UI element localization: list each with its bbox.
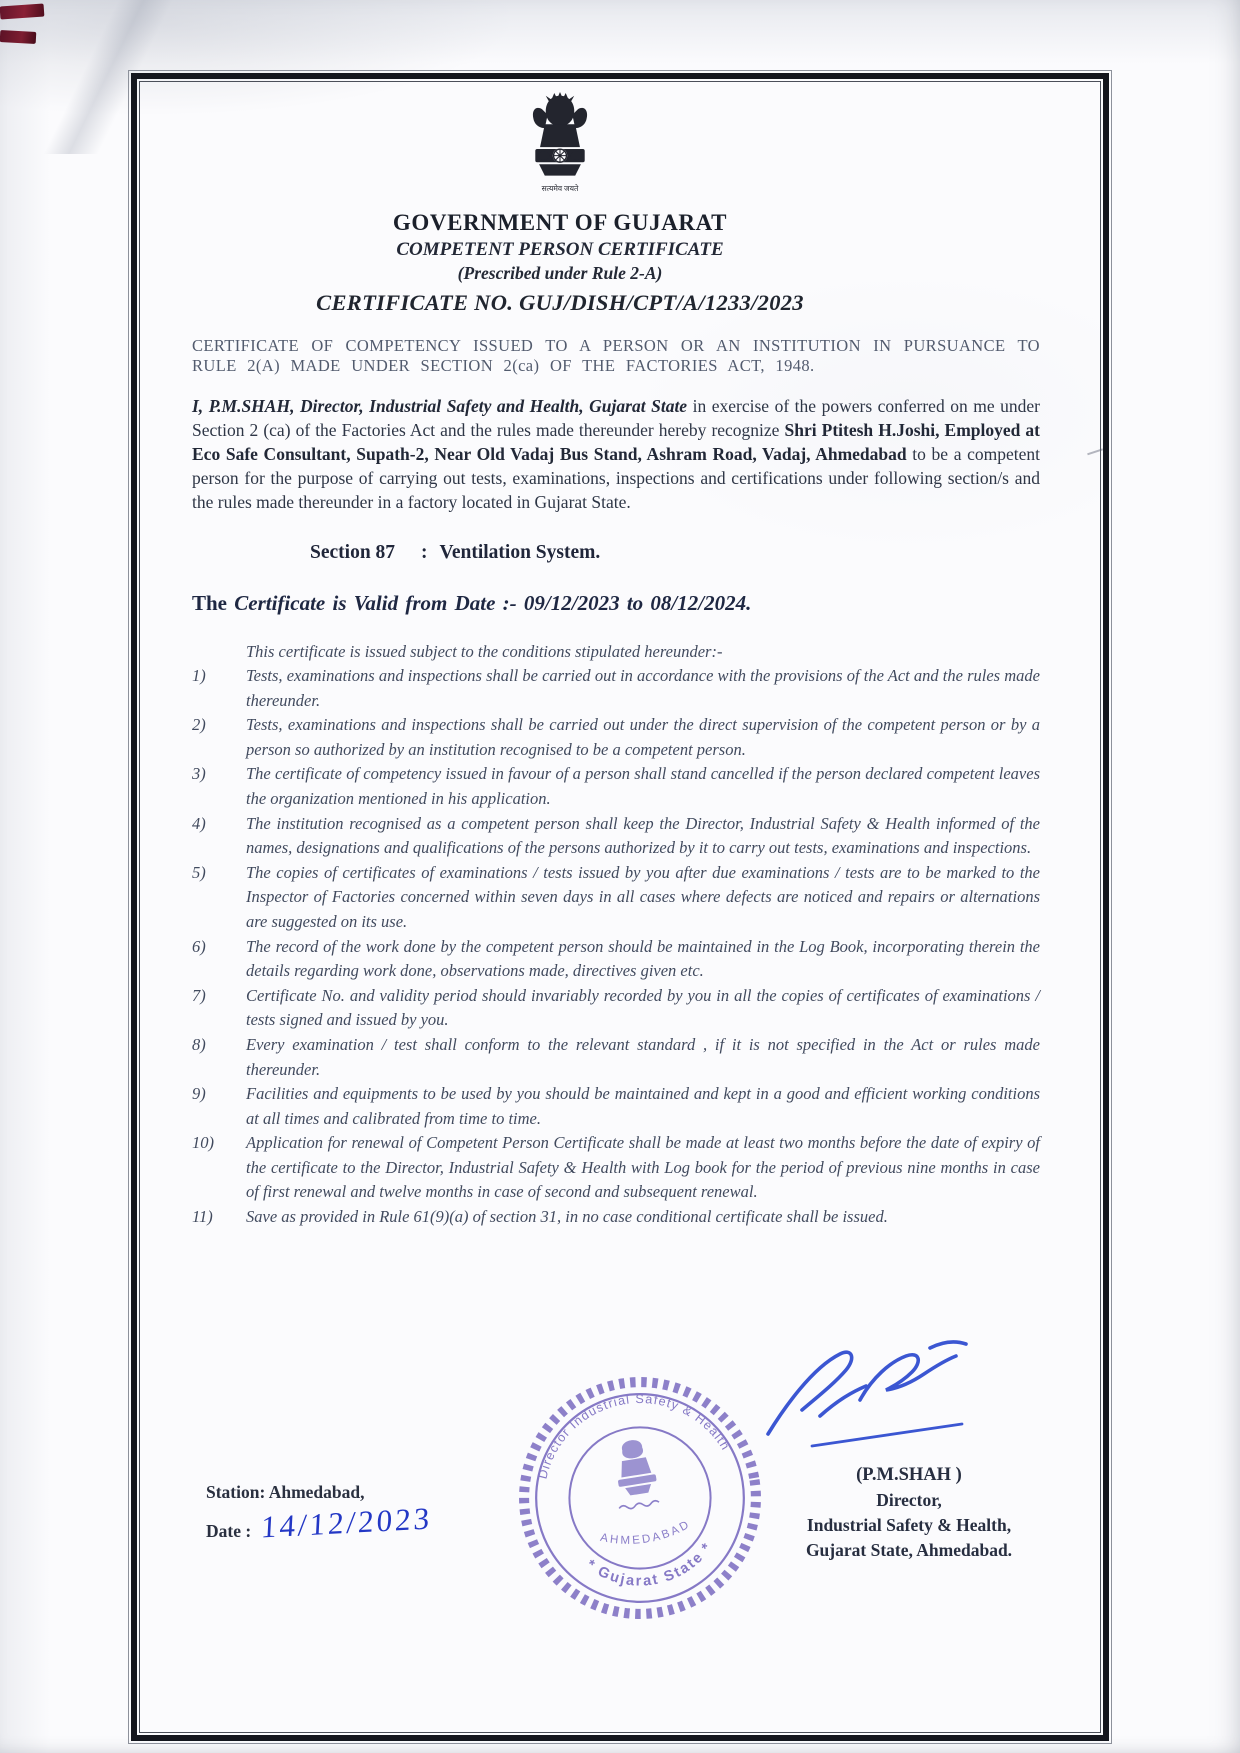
- government-title: GOVERNMENT OF GUJARAT: [392, 210, 728, 235]
- date-row: [206, 1500, 434, 1545]
- competency-statement: CERTIFICATE OF COMPETENCY ISSUED TO A PERSON OR AN INSTITUTION IN PURSUANCE TO RULE 2(A) MADE UNDER SECTION 2(ca) OF THE FACTORIES ACT, 1948.: [192, 336, 1040, 375]
- condition-number: 10): [192, 1133, 214, 1153]
- certificate-number: CERTIFICATE NO. GUJ/DISH/CPT/A/1233/2023: [316, 290, 804, 315]
- prescribed-rule: (Prescribed under Rule 2-A): [457, 263, 663, 283]
- condition-item: [192, 1082, 1040, 1131]
- emblem-motto: सत्यमेव जयते: [541, 183, 579, 193]
- condition-item: [192, 1131, 1040, 1205]
- condition-number: 7): [192, 985, 206, 1005]
- dharma-wheel-icon: [553, 148, 567, 162]
- condition-text: The certificate of competency issued in favour of a person shall stand cancelled if the person declared competent leaves the organization mentioned in his application.: [246, 764, 1040, 808]
- signatory-location: Gujarat State, Ahmedabad.: [805, 1539, 1013, 1560]
- section-line: [310, 542, 1040, 564]
- condition-number: 4): [192, 813, 206, 833]
- condition-number: 8): [192, 1034, 206, 1054]
- condition-number: 3): [192, 764, 206, 784]
- condition-text: Certificate No. and validity period should invariably recorded by you in all the copies of certificates of examinations / tests signed and issued by you.: [246, 985, 1040, 1030]
- condition-item: [192, 1033, 1040, 1082]
- national-emblem-icon: [192, 92, 928, 206]
- condition-text: Tests, examinations and inspections shall be carried out in accordance with the provisions of the Act and the rules made thereunder.: [246, 666, 1040, 710]
- conditions-list: [192, 640, 1040, 1230]
- condition-item: [192, 984, 1040, 1033]
- certificate-body: [139, 81, 1101, 1733]
- condition-number: 5): [192, 862, 206, 882]
- signatory-name: (P.M.SHAH ): [856, 1465, 962, 1485]
- stamp-motto-squiggle: [619, 1500, 659, 1510]
- signature-ink-icon: [754, 1338, 1004, 1468]
- condition-text: The copies of certificates of examinations / tests issued by you after due examinations / tests are to be marked to the Inspector of Factories concerned within seven days in all cases where defects are noticed and repairs or alternations are suggested on its use.: [246, 862, 1040, 931]
- certificate-border: [128, 70, 1112, 1744]
- signature-zone: [192, 1370, 1040, 1730]
- section-value: Ventilation System.: [439, 542, 601, 563]
- condition-item: [192, 762, 1040, 811]
- certificate-border-band: [131, 73, 1109, 1741]
- condition-item: [192, 812, 1040, 861]
- stamp-emblem-icon: [612, 1437, 658, 1497]
- signatory-title: Director,: [876, 1490, 942, 1511]
- condition-text: Tests, examinations and inspections shall be carried out under the direct supervision of the competent person or by a person so authorized by an institution recognised to be a competent person.: [246, 715, 1040, 759]
- stamp-bottom-arc-text: * Gujarat State *: [583, 1539, 717, 1590]
- condition-number: 6): [192, 936, 206, 956]
- scan-mark: [0, 30, 36, 44]
- station-date-block: [206, 1482, 432, 1545]
- condition-text: Application for renewal of Competent Person Certificate shall be made at least two months before the date of expiry of the certificate to the Director, Industrial Safety & Health with Log book for the period of previous nine months in case of first renewal and twelve months in case of second and subsequent renewal.: [246, 1133, 1040, 1202]
- condition-number: 9): [192, 1084, 206, 1104]
- condition-text: The institution recognised as a competent person shall keep the Director, Industrial Safety & Health informed of the names, designations and qualifications of the persons authorized by it to carry out tests, examinations and inspections.: [246, 813, 1040, 858]
- section-colon: :: [421, 542, 428, 563]
- scan-mark: [0, 3, 44, 19]
- condition-text: Facilities and equipments to be used by you should be maintained and kept in a good and efficient working conditions at all times and calibrated from time to time.: [246, 1084, 1040, 1128]
- condition-item: [192, 1205, 1040, 1230]
- station-label: Station: Ahmedabad,: [206, 1482, 365, 1502]
- lion-capital-shape: [533, 92, 587, 176]
- condition-item: [192, 935, 1040, 984]
- condition-number: 2): [192, 715, 206, 735]
- authority-name: I, P.M.SHAH, Director, Industrial Safety and Health, Gujarat State: [192, 396, 688, 416]
- validity-line: [192, 591, 1040, 616]
- condition-item: [192, 713, 1040, 762]
- condition-item: [192, 861, 1040, 935]
- condition-number: 11): [192, 1207, 213, 1227]
- condition-text: Every examination / test shall conform to the relevant standard , if it is not specified in the Act or rules made thereunder.: [246, 1034, 1040, 1079]
- condition-number: 1): [192, 666, 206, 685]
- validity-dates: Certificate is Valid from Date :- 09/12/2023 to 08/12/2024.: [234, 591, 752, 615]
- powers-text: in exercise of the powers conferred on me under Section 2 (ca) of the Factories Act and the rules made thereunder hereby recognize: [192, 396, 1040, 440]
- date-label: Date :: [206, 1521, 252, 1541]
- condition-text: Save as provided in Rule 61(9)(a) of section 31, in no case conditional certificate shall be issued.: [246, 1207, 888, 1227]
- handwritten-date: 14/12/2023: [260, 1500, 434, 1545]
- signatory-block: [744, 1462, 1074, 1563]
- condition-item: [192, 664, 1040, 713]
- section-label: Section 87: [310, 542, 396, 563]
- certificate-type-title: COMPETENT PERSON CERTIFICATE: [396, 239, 724, 260]
- stamp-top-arc-text: Director Industrial Safety & Health: [535, 1391, 733, 1481]
- office-stamp: [496, 1354, 784, 1642]
- conditions-intro: This certificate is issued subject to the conditions stipulated hereunder:-: [246, 642, 723, 661]
- validity-prefix: The: [192, 591, 228, 615]
- document-header: [192, 92, 928, 316]
- recognition-tail: to be a competent person for the purpose of carrying out tests, examinations, inspections and certifications under following section/s and the rules made thereunder in a factory located in Gujarat State.: [192, 444, 1040, 512]
- condition-text: The record of the work done by the competent person should be maintained in the Log Book, incorporating therein the details regarding work done, observations made, directives given etc.: [246, 936, 1040, 981]
- stamp-city-text: AHMEDABAD: [599, 1518, 693, 1547]
- recognized-person: Shri Ptitesh H.Joshi, Employed at Eco Safe Consultant, Supath-2, Near Old Vadaj Bus Stand, Ashram Road, Vadaj, Ahmedabad: [192, 420, 1040, 464]
- recognition-paragraph: [192, 394, 1040, 514]
- signatory-department: Industrial Safety & Health,: [806, 1515, 1012, 1536]
